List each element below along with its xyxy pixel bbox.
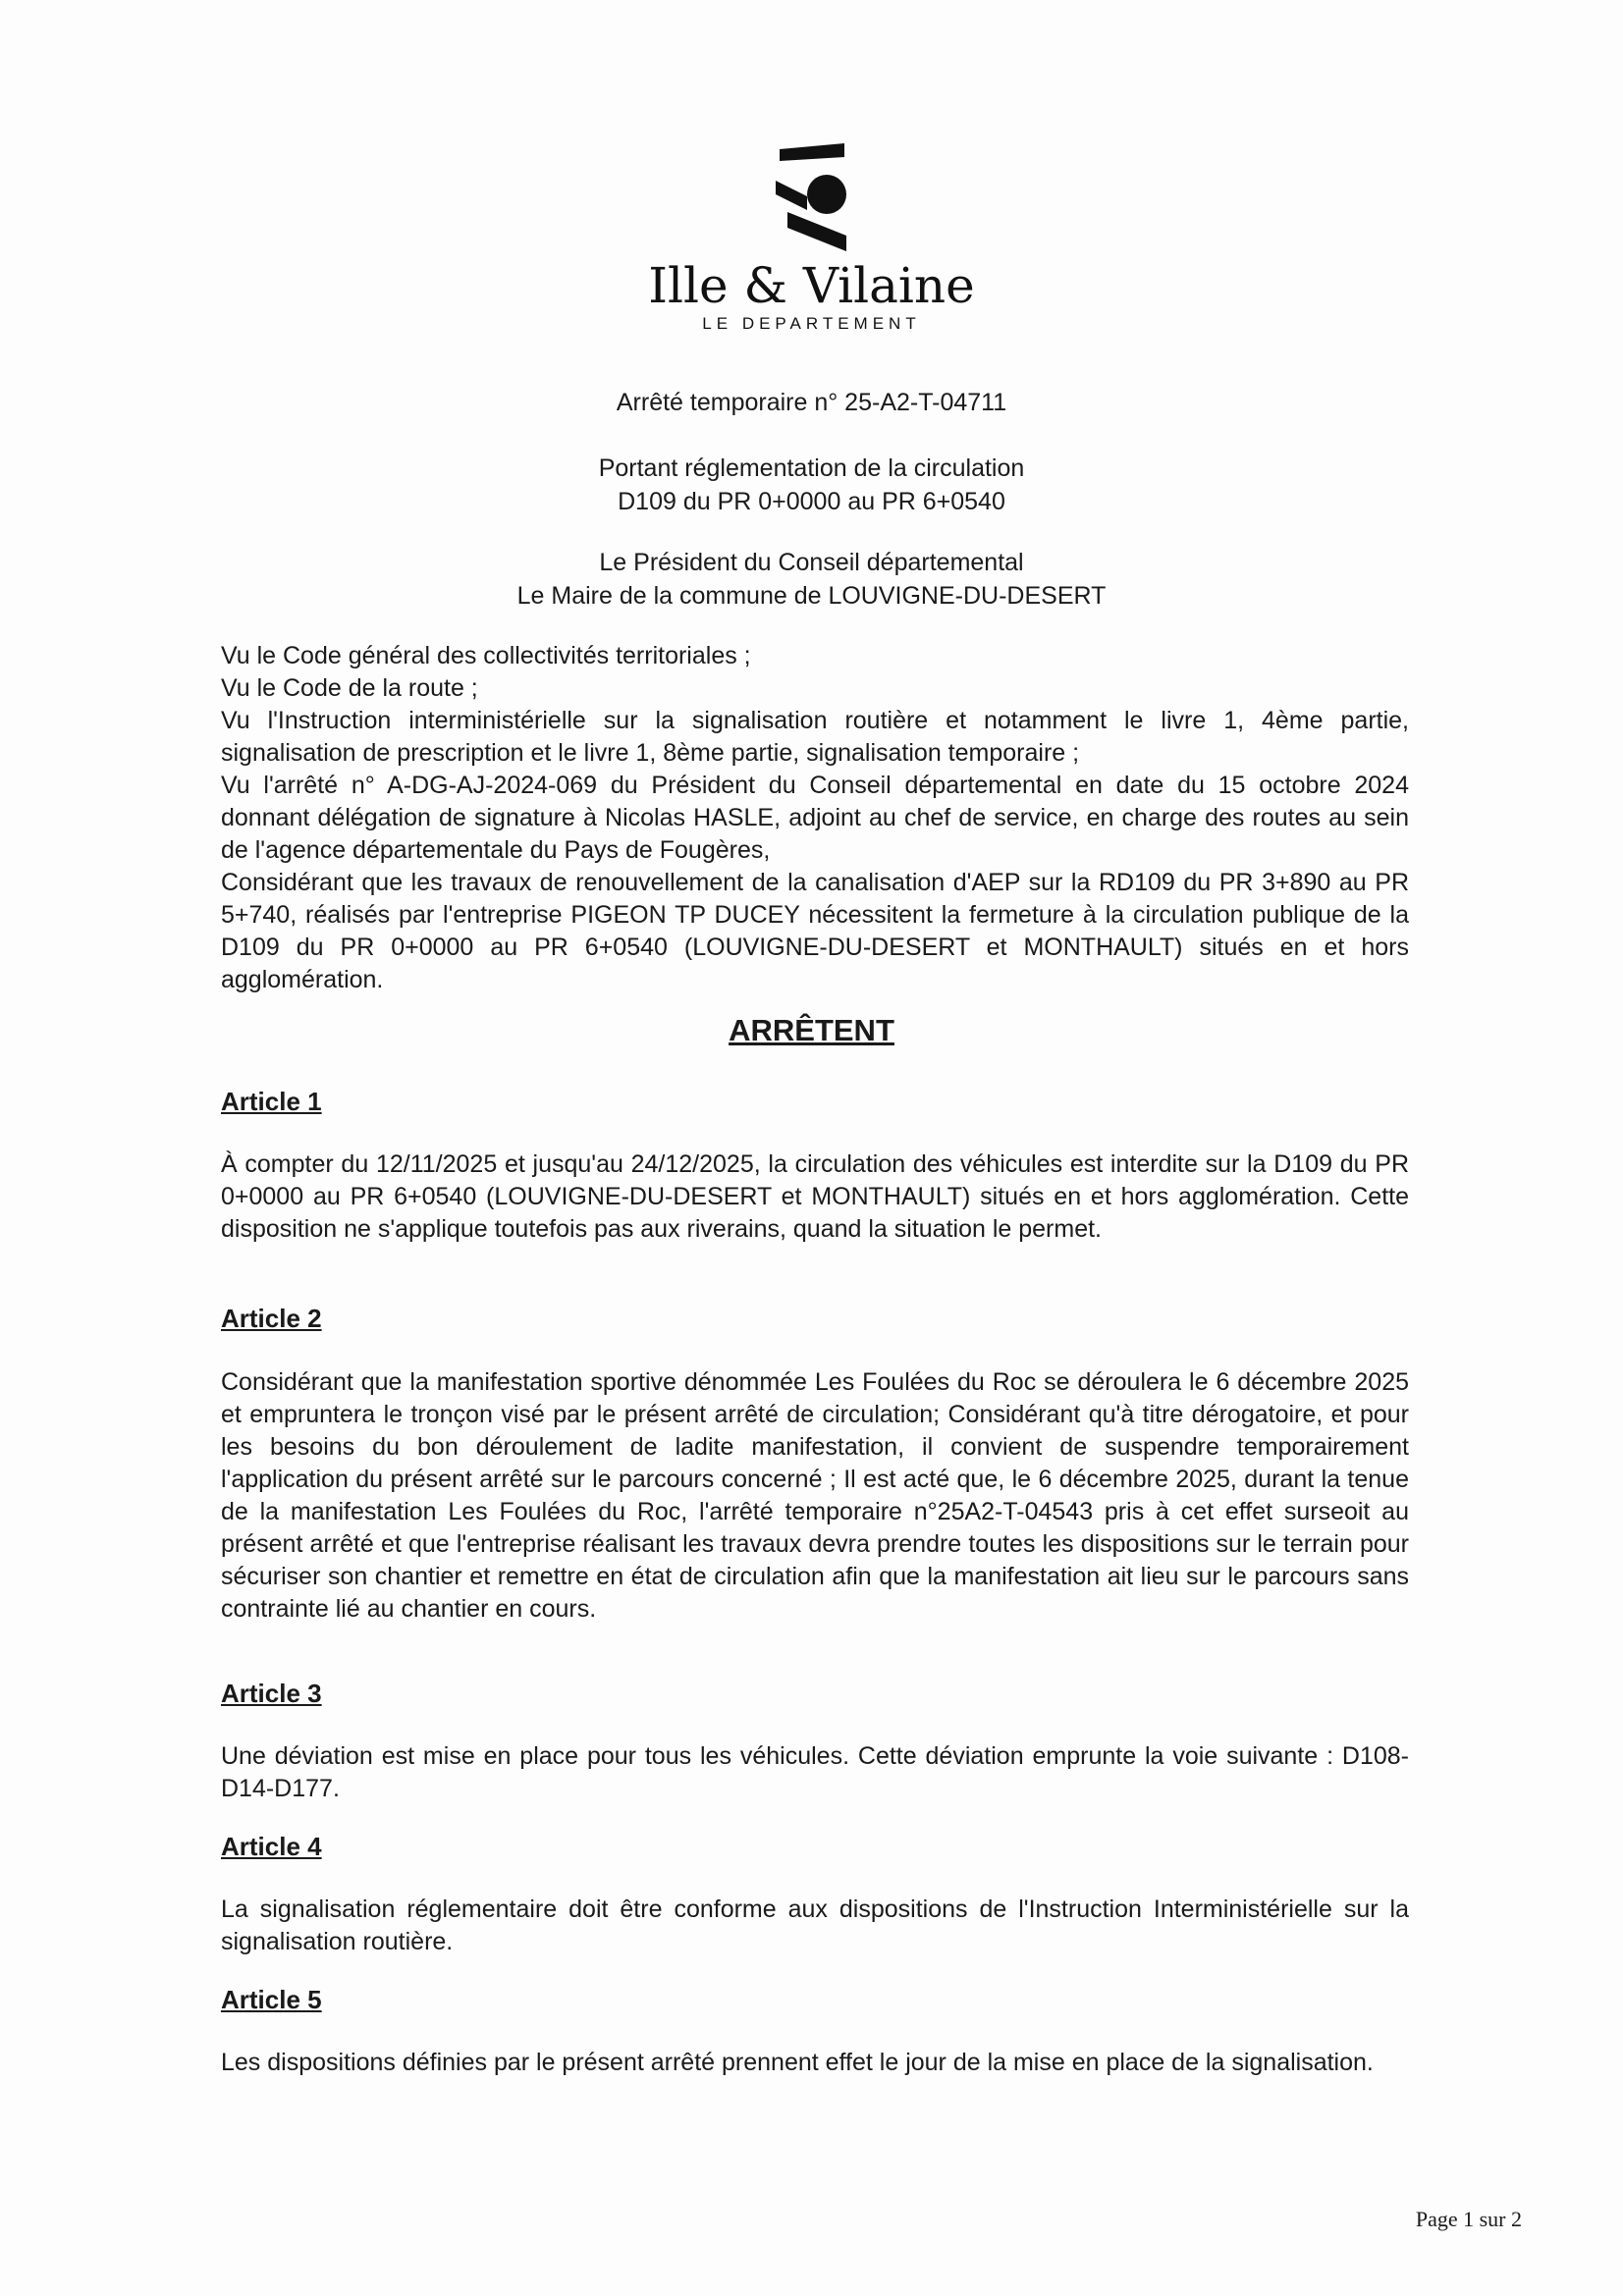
article-3-text: Une déviation est mise en place pour tous les véhicules. Cette déviation emprunte la voie suivante : D108-D14-D177. <box>221 1742 1409 1802</box>
arrete-number: Arrêté temporaire n° 25-A2-T-04711 <box>616 389 1007 416</box>
article-2-heading: Article 2 <box>221 1304 322 1333</box>
subject-line-1: Portant réglementation de la circulation <box>598 454 1025 482</box>
article-5-text: Les dispositions définies par le présent arrêté prennent effet le jour de la mise en place de la signalisation. <box>221 2049 1374 2076</box>
visa-line: Vu l'Instruction interministérielle sur la signalisation routière et notamment le livre 1, 4ème partie, signalisation de prescription et le livre 1, 8ème partie, signalisation temporaire ; <box>221 707 1409 767</box>
article-1-text: À compter du 12/11/2025 et jusqu'au 24/12/2025, la circulation des véhicules est interdite sur la D109 du PR 0+0000 au PR 6+0540 (LOUVIGNE-DU-DESERT et MONTHAULT) situés en et hors agglomération. Cette disposition ne s'applique toutefois pas aux riverains, quand la situation le permet. <box>221 1150 1409 1243</box>
authority-line-2: Le Maire de la commune de LOUVIGNE-DU-DESERT <box>516 582 1107 610</box>
logo-name: Ille & Vilaine <box>648 257 975 314</box>
logo-subtitle: LE DEPARTEMENT <box>702 314 921 333</box>
article-5-heading: Article 5 <box>221 1985 322 2014</box>
visa-line: Vu l'arrêté n° A-DG-AJ-2024-069 du Président du Conseil départemental en date du 15 octobre 2024 donnant délégation de signature à Nicolas HASLE, adjoint au chef de service, en charge des routes au sein de l'agence départementale du Pays de Fougères, <box>221 772 1409 864</box>
department-emblem-icon <box>758 137 866 255</box>
article-4-text: La signalisation réglementaire doit être conforme aux dispositions de l'Instruction Interministérielle sur la signalisation routière. <box>221 1896 1409 1955</box>
visa-line: Considérant que les travaux de renouvellement de la canalisation d'AEP sur la RD109 du PR 3+890 au PR 5+740, réalisés par l'entreprise PIGEON TP DUCEY nécessitent la fermeture à la circulation publique de la D109 du PR 0+0000 au PR 6+0540 (LOUVIGNE-DU-DESERT et MONTHAULT) situés en et hors agglomération. <box>221 869 1409 993</box>
decision-title: ARRÊTENT <box>729 1013 894 1047</box>
subject-line-2: D109 du PR 0+0000 au PR 6+0540 <box>618 488 1005 515</box>
article-4-heading: Article 4 <box>221 1832 322 1861</box>
visa-line: Vu le Code général des collectivités territoriales ; <box>221 642 751 669</box>
visa-line: Vu le Code de la route ; <box>221 674 478 702</box>
department-logo <box>0 137 1623 334</box>
article-3-heading: Article 3 <box>221 1679 322 1708</box>
authority-line-1: Le Président du Conseil départemental <box>599 549 1024 576</box>
visas-block <box>221 640 1409 996</box>
article-1-heading: Article 1 <box>221 1087 322 1116</box>
article-2-text: Considérant que la manifestation sportive dénommée Les Foulées du Roc se déroulera le 6 décembre 2025 et empruntera le tronçon visé par le présent arrêté de circulation; Considérant qu'à titre dérogatoire, et pour les besoins du bon déroulement de ladite manifestation, il convient de suspendre temporairement l'application du présent arrêté sur le parcours concerné ; Il est acté que, le 6 décembre 2025, durant la tenue de la manifestation Les Foulées du Roc, l'arrêté temporaire n°25A2-T-04543 pris à cet effet surseoit au présent arrêté et que l'entreprise réalisant les travaux devra prendre toutes les dispositions sur le terrain pour sécuriser son chantier et remettre en état de circulation afin que la manifestation ait lieu sur le parcours sans contrainte lié au chantier en cours. <box>221 1368 1409 1623</box>
page-number: Page 1 sur 2 <box>1415 2207 1522 2231</box>
